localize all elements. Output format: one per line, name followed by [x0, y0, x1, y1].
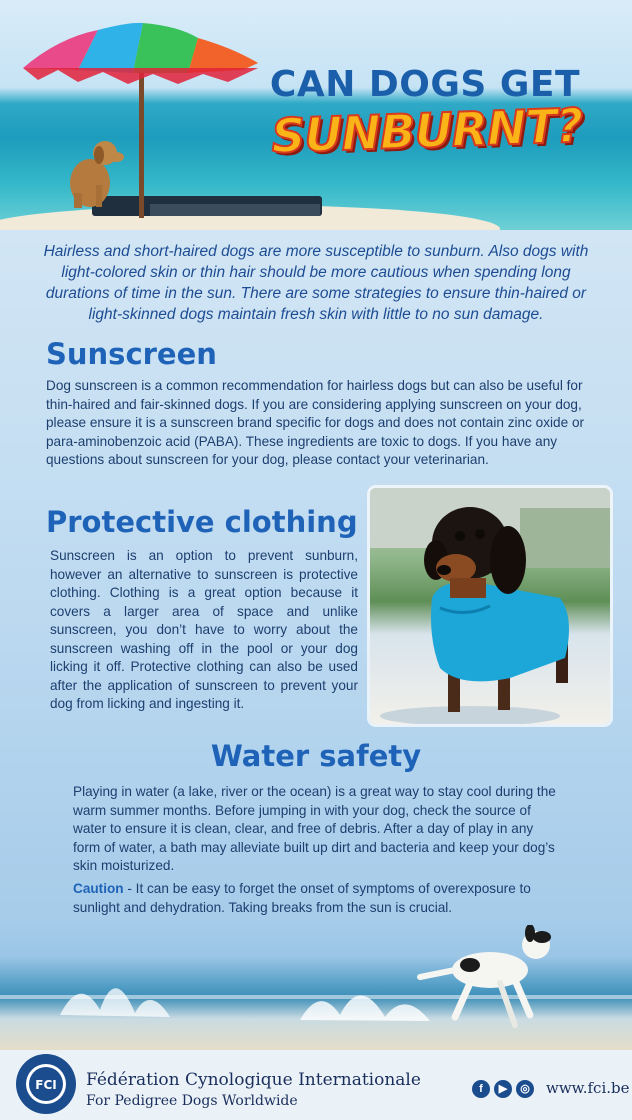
- protective-clothing-paragraph: Sunscreen is an option to prevent sunburn, however an alternative to sunscreen is protective clothing. Clothing is a great option because it covers a larger area of space and unlike sunscreen, you don’t have to worry about the sunscreen washing off in the pool or your dog licking it off. Protective clothing can also be used after the application of sunscreen to prevent your dog from licking and ingesting it.: [50, 548, 358, 711]
- caution-label: Caution: [73, 881, 124, 896]
- caution-text: - It can be easy to forget the onset of symptoms of overexposure to sunlight and dehydration. Taking breaks from the sun is crucial.: [73, 881, 531, 915]
- facebook-icon[interactable]: f: [472, 1080, 490, 1098]
- running-dog-icon: [410, 925, 570, 1035]
- header-beach-scene: [0, 0, 632, 230]
- instagram-icon[interactable]: ◎: [516, 1080, 534, 1098]
- sunscreen-heading: Sunscreen: [46, 337, 217, 371]
- dachshund-photo: [370, 488, 610, 724]
- sunscreen-paragraph: Dog sunscreen is a common recommendation for hairless dogs but can also be useful for thin-haired and fair-skinned dogs. If you are considering applying sunscreen on your dog, please ensure it is a sunscreen brand specific for dogs and does not contain zinc oxide or para-aminobenzoic acid (PABA). These ingredients are toxic to dogs. If you have any questions about sunscreen for your dog, please contact your veterinarian.: [46, 378, 585, 467]
- dachshund-in-shirt-icon: [370, 488, 610, 724]
- organization-tagline: For Pedigree Dogs Worldwide: [86, 1093, 298, 1109]
- protective-clothing-heading: Protective clothing: [46, 505, 358, 539]
- beach-umbrella-icon: [18, 18, 268, 218]
- title-line-1: CAN DOGS GET: [269, 64, 581, 105]
- intro-paragraph: Hairless and short-haired dogs are more susceptible to sunburn. Also dogs with light-colored skin or thin hair should be more cautious when spending long durations of time in the sun. There are some strategies to ensure thin-haired or light-skinned dogs maintain fresh skin with little to no sun damage.: [43, 243, 589, 323]
- water-safety-heading: Water safety: [210, 739, 422, 773]
- logo-text: FCI: [35, 1078, 57, 1092]
- caution-paragraph: [73, 880, 561, 917]
- water-safety-paragraph: Playing in water (a lake, river or the ocean) is a great way to stay cool during the warm summer months. Before jumping in with your dog, check the source of water to ensure it is clean, clear, and free of debris. After a day of play in any form of water, a bath may alleviate built up dirt and bacteria and keep your dog’s skin moisturized.: [73, 784, 556, 873]
- social-links: [472, 1080, 534, 1098]
- organization-name: Fédération Cynologique Internationale: [86, 1070, 421, 1090]
- youtube-icon[interactable]: ▶: [494, 1080, 512, 1098]
- website-link[interactable]: www.fci.be: [546, 1079, 630, 1097]
- title-line-2: SUNBURNT?: [270, 98, 584, 165]
- golden-dog-icon: [60, 135, 130, 210]
- fci-logo-icon: [14, 1052, 78, 1116]
